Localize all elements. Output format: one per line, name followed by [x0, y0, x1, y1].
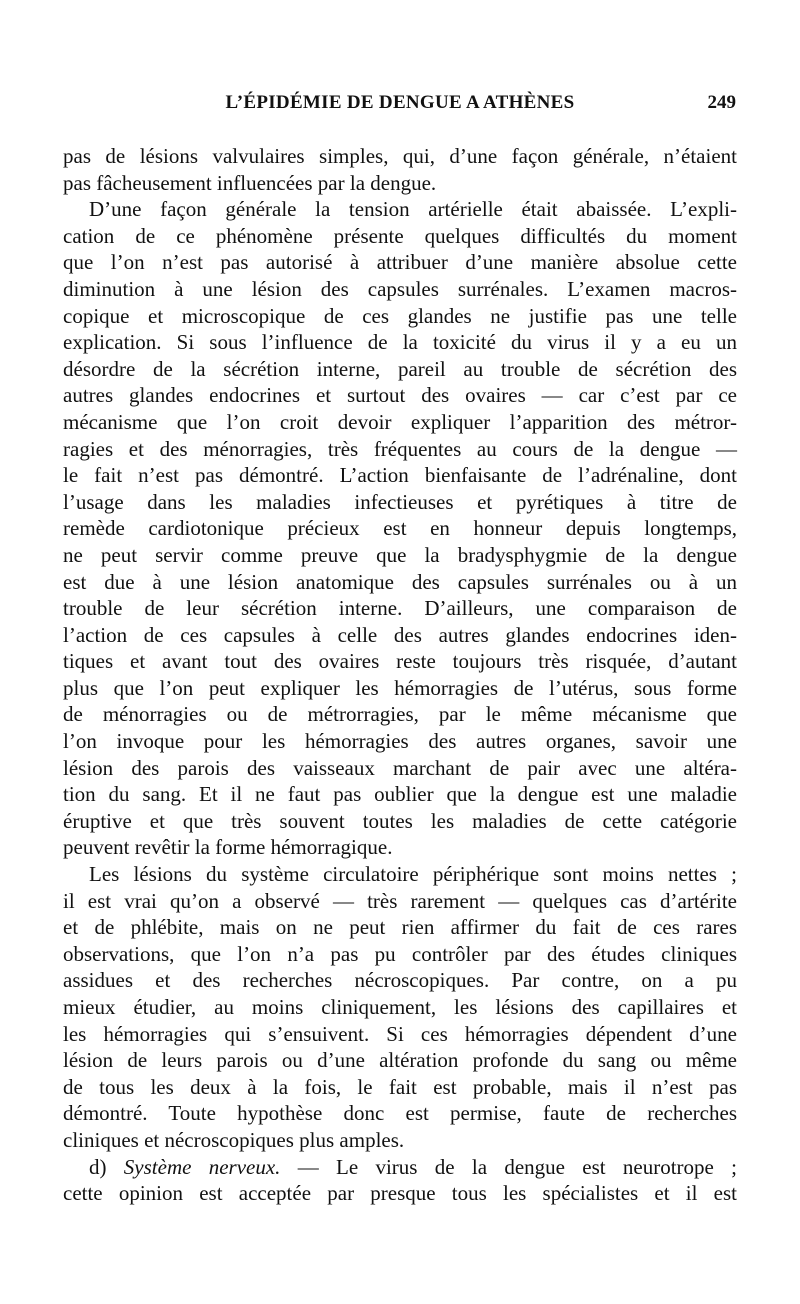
- text-line: les hémorragies qui s’ensuivent. Si ces hémorragies dépendent d’une: [63, 1021, 737, 1046]
- text-line: tion du sang. Et il ne faut pas oublier que la dengue est une maladie: [63, 782, 737, 807]
- running-title: L’ÉPIDÉMIE DE DENGUE A ATHÈNES: [225, 92, 575, 113]
- text-line: le fait n’est pas démontré. L’action bienfaisante de l’adrénaline, dont: [63, 463, 737, 488]
- body-text: [63, 143, 737, 1207]
- text-line: l’action de ces capsules à celle des autres glandes endocrines iden-: [63, 622, 737, 647]
- text-line: D’une façon générale la tension artérielle était abaissée. L’expli-: [89, 197, 737, 222]
- paragraph: [63, 861, 737, 1154]
- text-line: l’on invoque pour les hémorragies des autres organes, savoir une: [63, 729, 737, 754]
- section-label: d): [89, 1154, 107, 1179]
- text-line: est due à une lésion anatomique des capsules surrénales ou à un: [63, 569, 737, 594]
- text-line: mieux étudier, au moins cliniquement, les lésions des capillaires et: [63, 995, 737, 1019]
- text-line: de ménorragies ou de métrorragies, par le même mécanisme que: [63, 702, 737, 727]
- text-line: explication. Si sous l’influence de la toxicité du virus il y a eu un: [63, 330, 737, 355]
- text-line: tiques et avant tout des ovaires reste toujours très risquée, d’autant: [63, 649, 737, 674]
- paragraph: [63, 1154, 737, 1207]
- text-line: désordre de la sécrétion interne, pareil au trouble de sécrétion des: [63, 356, 737, 381]
- text-fragment: — Le virus de la dengue est neurotrope ;: [297, 1154, 737, 1179]
- text-line: ragies et des ménorragies, très fréquentes au cours de la dengue —: [63, 436, 737, 461]
- text-line: pas de lésions valvulaires simples, qui, d’une façon générale, n’étaient: [63, 144, 737, 168]
- text-line: cliniques et nécroscopiques plus amples.: [63, 1127, 405, 1152]
- text-line: plus que l’on peut expliquer les hémorragies de l’utérus, sous forme: [63, 675, 737, 700]
- text-line: observations, que l’on n’a pas pu contrôler par des études cliniques: [63, 941, 737, 966]
- text-line: il est vrai qu’on a observé — très rarement — quelques cas d’artérite: [63, 888, 737, 913]
- paragraph: [63, 196, 737, 861]
- page-header: [64, 92, 736, 122]
- paragraph: [63, 143, 737, 196]
- text-line: Les lésions du système circulatoire périphérique sont moins nettes ;: [89, 862, 737, 887]
- text-line: et de phlébite, mais on ne peut rien affirmer du fait de ces rares: [63, 915, 737, 940]
- text-line: que l’on n’est pas autorisé à attribuer d’une manière absolue cette: [63, 250, 737, 275]
- text-line: éruptive et que très souvent toutes les maladies de cette catégorie: [63, 808, 737, 833]
- section-heading-line: [63, 1154, 737, 1181]
- text-line: ne peut servir comme preuve que la bradysphygmie de la dengue: [63, 542, 737, 567]
- text-line: l’usage dans les maladies infectieuses et pyrétiques à titre de: [63, 489, 737, 514]
- text-line: peuvent revêtir la forme hémorragique.: [63, 835, 393, 860]
- text-line: lésion de leurs parois ou d’une altération profonde du sang ou même: [63, 1048, 737, 1073]
- text-line: cation de ce phénomène présente quelques difficultés du moment: [63, 223, 737, 248]
- text-line: démontré. Toute hypothèse donc est permise, faute de recherches: [63, 1101, 737, 1126]
- text-line: mécanisme que l’on croit devoir expliquer l’apparition des métror-: [63, 409, 737, 434]
- text-line: remède cardiotonique précieux est en honneur depuis longtemps,: [63, 516, 737, 541]
- text-line: copique et microscopique de ces glandes ne justifie pas une telle: [63, 303, 737, 328]
- text-line: cette opinion est acceptée par presque tous les spécialistes et il est: [63, 1181, 737, 1206]
- text-line: diminution à une lésion des capsules surrénales. L’examen macros-: [63, 276, 737, 301]
- text-line: autres glandes endocrines et surtout des ovaires — car c’est par ce: [63, 383, 737, 408]
- page-number: 249: [707, 92, 736, 113]
- text-line: assidues et des recherches nécroscopiques. Par contre, on a pu: [63, 968, 737, 993]
- text-line: pas fâcheusement influencées par la dengue.: [63, 170, 437, 195]
- section-title: Système nerveux.: [123, 1154, 281, 1179]
- text-line: trouble de leur sécrétion interne. D’ailleurs, une comparaison de: [63, 596, 737, 621]
- text-line: de tous les deux à la fois, le fait est probable, mais il n’est pas: [63, 1074, 737, 1099]
- text-line: lésion des parois des vaisseaux marchant de pair avec une altéra-: [63, 755, 737, 780]
